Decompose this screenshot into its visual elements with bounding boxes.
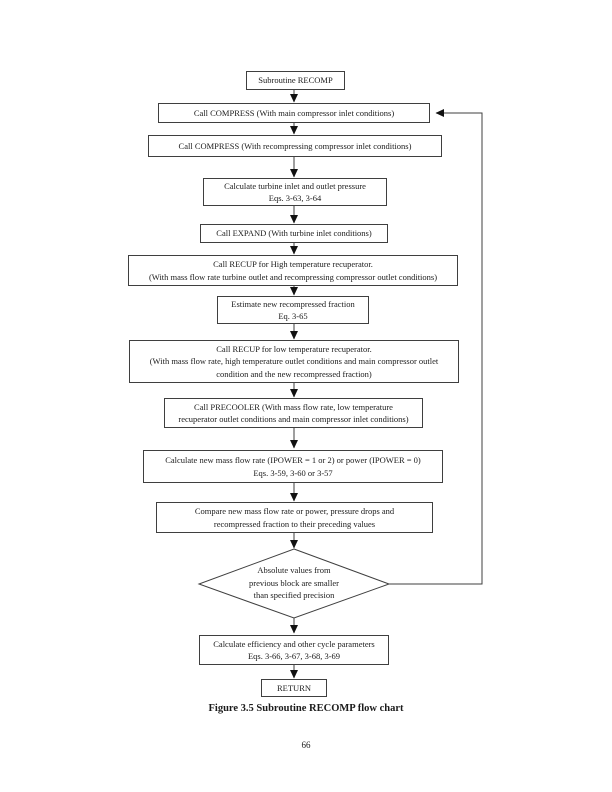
- flow-node-text: Eqs. 3-59, 3-60 or 3-57: [253, 467, 333, 478]
- flow-node-text: Calculate turbine inlet and outlet pressure: [224, 180, 366, 191]
- flow-node-text: than specified precision: [253, 590, 335, 601]
- flow-node-text: Calculate efficiency and other cycle parameters: [213, 638, 375, 649]
- flow-node-text: (With mass flow rate, high temperature outlet conditions and main compressor outlet: [149, 356, 439, 367]
- flow-node-call-compress-main: [158, 103, 430, 123]
- flow-node-text: Call COMPRESS (With main compressor inlet conditions): [193, 107, 395, 118]
- flow-node-return: [261, 679, 327, 697]
- flow-node-text: Call COMPRESS (With recompressing compressor inlet conditions): [178, 140, 412, 151]
- flow-node-call-compress-recompressing: [148, 135, 442, 157]
- flow-node-text: (With mass flow rate turbine outlet and recompressing compressor outlet conditions): [148, 271, 438, 282]
- flow-node-text: Eqs. 3-63, 3-64: [268, 193, 322, 203]
- flow-node-text: Call EXPAND (With turbine inlet conditions): [216, 228, 372, 239]
- flow-node-text: Absolute values from: [257, 565, 331, 576]
- flow-node-start: [246, 71, 345, 90]
- flow-node-precision-decision: [199, 562, 389, 604]
- flow-node-text: previous block are smaller: [249, 577, 339, 588]
- figure-caption: Figure 3.5 Subroutine RECOMP flow chart: [208, 703, 404, 714]
- flow-node-call-precooler: [164, 398, 423, 428]
- flow-node-text: Call RECUP for low temperature recuperator.: [216, 343, 372, 354]
- flow-node-calc-efficiency: [199, 635, 389, 665]
- flow-node-text: Eq. 3-65: [278, 311, 308, 321]
- flow-node-text: Call PRECOOLER (With mass flow rate, low temperature: [194, 401, 393, 412]
- flow-node-text: recompressed fraction to their preceding values: [213, 518, 376, 529]
- flow-node-text: Estimate new recompressed fraction: [231, 298, 355, 309]
- flow-node-calc-new-mass-flow: [143, 450, 443, 483]
- flow-node-text: condition and the new recompressed fraction): [216, 368, 372, 379]
- flow-node-estimate-recompressed-fraction: [217, 296, 369, 324]
- flow-node-text: recuperator outlet conditions and main compressor inlet conditions): [178, 414, 409, 424]
- page-number: 66: [301, 740, 311, 750]
- flow-node-text: Call RECUP for High temperature recuperator.: [213, 259, 373, 269]
- flow-node-text: Calculate new mass flow rate (IPOWER = 1 or 2) or power (IPOWER = 0): [165, 455, 421, 465]
- flow-node-text: Subroutine RECOMP: [258, 75, 333, 86]
- flow-node-text: Eqs. 3-66, 3-67, 3-68, 3-69: [247, 651, 341, 661]
- flow-node-calc-turbine-pressure: [203, 178, 387, 206]
- flow-node-call-expand: [200, 224, 388, 243]
- flow-node-text: Compare new mass flow rate or power, pressure drops and: [194, 506, 395, 516]
- flow-node-text: RETURN: [277, 682, 311, 693]
- flow-node-call-recup-low: [129, 340, 459, 383]
- flow-node-compare-values: [156, 502, 433, 533]
- flow-node-call-recup-high: [128, 255, 458, 286]
